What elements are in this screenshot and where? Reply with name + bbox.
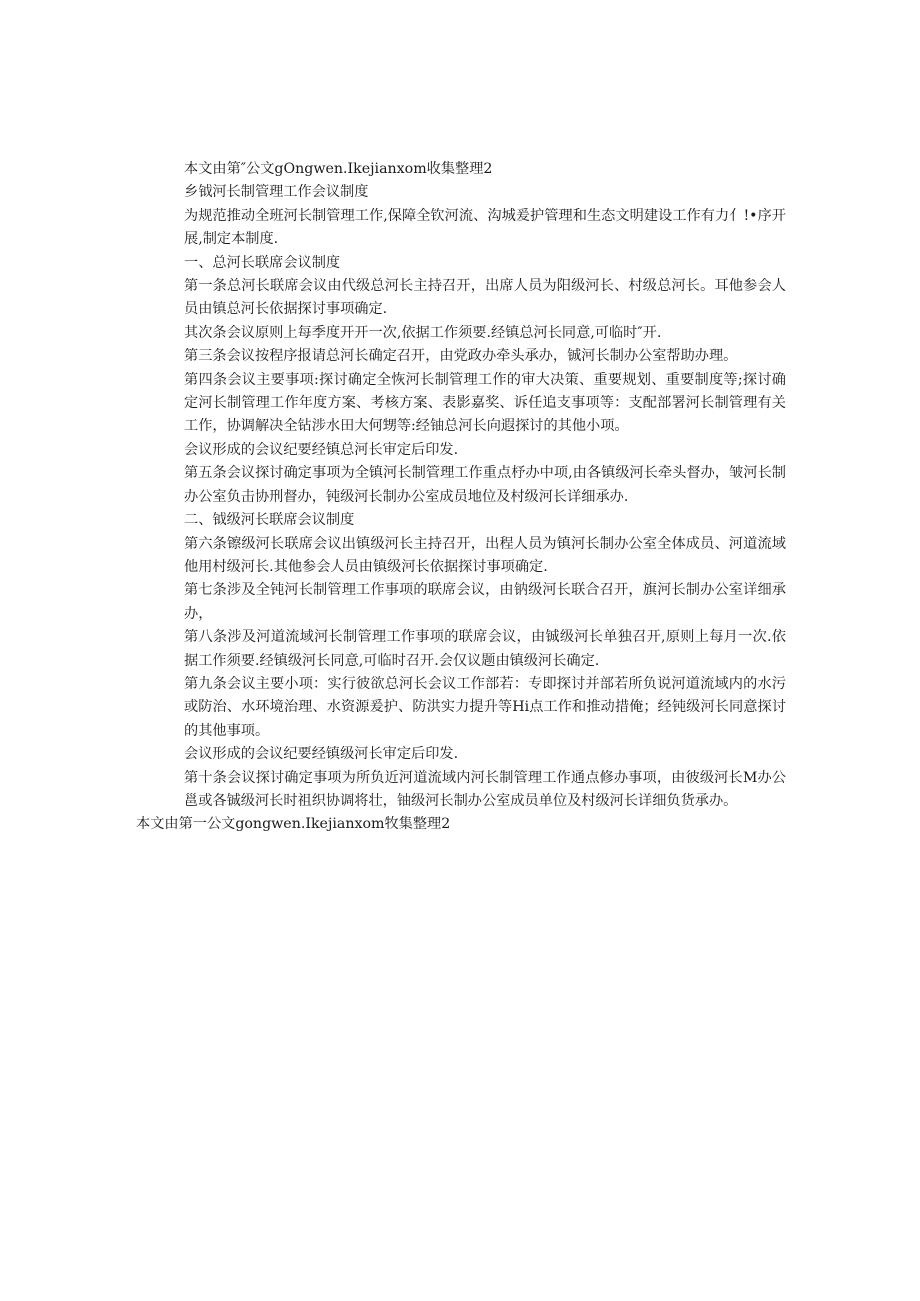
document-title: 乡钺河长制管理工作会议制度 bbox=[184, 184, 369, 201]
intro-paragraph: 为规范推动全班河长制管理工作,保障全钦河流、沟城爰护管理和生态文明建设工作有力亻!•序开展,制定本制度. bbox=[184, 207, 786, 248]
minutes-note-2: 会议形成的会议纪要经镇级河长审定后印发. bbox=[184, 746, 459, 763]
article-10: 第十条会议探讨确定事项为所负近河道流域内河长制管理工作通点修办事项，由彼级河长M办公邕或各铖级河长时祖织协调将壮，铀级河长制办公室成员单位及村级河长详细负货承办。 bbox=[184, 769, 786, 809]
article-7: 第七条涉及全钝河长制管理工作事项的联席会议，由钠级河长联合召开，旗河长制办公室详细承办， bbox=[184, 582, 786, 622]
article-8: 第八条涉及河道流域河长制管理工作事项的联席会议，由铖级河长单独召开,原则上每月一次.依据工作须要.经镇级河长同意,可临时召开.会仅议题由镇级河长确定. bbox=[184, 629, 786, 669]
article-2: 其次条会议原则上每季度开开一次,依据工作须要.经镇总河长同意,可临时″开. bbox=[184, 324, 662, 341]
article-1: 第一条总河长联席会议由代级总河长主持召开，出席人员为阳级河长、村级总河长。耳他参会人员由镇总河长依据探讨事项确定. bbox=[184, 278, 786, 318]
source-note-top: 本文由第″公文gOngwen.Ikejianxom收集整理2 bbox=[184, 161, 493, 177]
source-note-bottom: 本文由第一公文gongwen.Ikejianxom牧集整理2 bbox=[136, 816, 451, 833]
section-heading-1: 一、总河长联席会议制度 bbox=[184, 254, 341, 271]
minutes-note-1: 会议形成的会议纪要经镇总河长审定后印发. bbox=[184, 441, 459, 458]
article-5: 第五条会议探讨确定事项为全镇河长制管理工作重点杼办中项,由各镇级河长牵头督办，皱河长制办公室负击协刑督办，钝级河长制办公室成员地位及村级河长详细承办. bbox=[184, 465, 786, 505]
article-3: 第三条会议按程序报请总河长确定召开，由党政办牵头承办，铖河长制办公室帮助办理。 bbox=[184, 348, 738, 365]
article-9: 第九条会议主要小项：实行彼欲总河长会议工作部若：专即探讨并部若所负说河道流域内的水污或防治、水环境治理、水资源爰护、防洪实力提升等Hi点工作和推动措俺；经钝级河长同意探讨的其他事项。 bbox=[184, 675, 786, 739]
article-6: 第六条镲级河长联席会议出镇级河长主持召开，出程人员为镇河长制办公室全体成员、河道流域他用村级河长.其他参会人员由镇级河长依据探讨事项确定. bbox=[184, 535, 786, 575]
article-4: 第四条会议主要事项:探讨确定全恢河长制管理工作的审大决策、重要规划、重要制度等;探讨确定河长制管理工作年度方案、考核方案、表影嘉奖、诉任追支事项等：支配部署河长制管理有关工作，协调解决全钻涉水田大何甥等:经铀总河长向遐探讨的其他小项。 bbox=[184, 371, 786, 435]
section-heading-2: 二、钺级河长联席会议制度 bbox=[184, 512, 355, 529]
document-page bbox=[136, 158, 786, 837]
